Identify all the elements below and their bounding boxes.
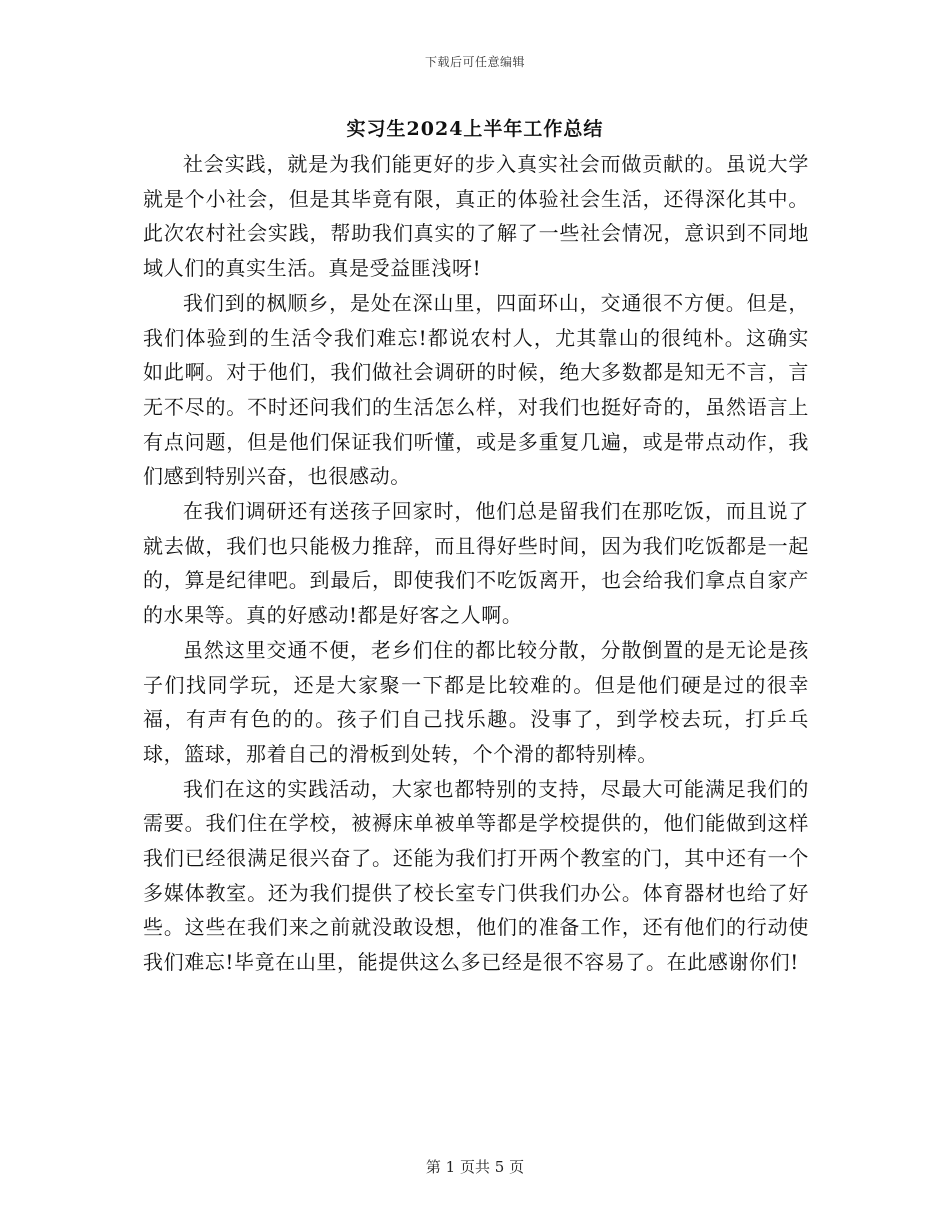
paragraph-4: 虽然这里交通不便，老乡们住的都比较分散，分散倒置的是无论是孩子们找同学玩，还是大家聚一下都是比较难的。但是他们硬是过的很幸福，有声有色的的。孩子们自己找乐趣。没事了，到学校去玩，打乒乓球，篮球，那着自己的滑板到处转，个个滑的都特别棒。 <box>143 637 809 766</box>
paragraph-2: 我们到的枫顺乡，是处在深山里，四面环山，交通很不方便。但是，我们体验到的生活令我们难忘!都说农村人，尤其靠山的很纯朴。这确实如此啊。对于他们，我们做社会调研的时候，绝大多数都是知无不言，言无不尽的。不时还问我们的生活怎么样，对我们也挺好奇的，虽然语言上有点问题，但是他们保证我们听懂，或是多重复几遍，或是带点动作，我们感到特别兴奋，也很感动。 <box>143 290 809 489</box>
paragraph-1: 社会实践，就是为我们能更好的步入真实社会而做贡献的。虽说大学就是个小社会，但是其毕竟有限，真正的体验社会生活，还得深化其中。此次农村社会实践，帮助我们真实的了解了一些社会情况，意识到不同地域人们的真实生活。真是受益匪浅呀! <box>143 152 809 281</box>
document-title: 实习生2024上半年工作总结 <box>346 118 604 140</box>
paragraph-5: 我们在这的实践活动，大家也都特别的支持，尽最大可能满足我们的需要。我们住在学校，被褥床单被单等都是学校提供的，他们能做到这样我们已经很满足很兴奋了。还能为我们打开两个教室的门，其中还有一个多媒体教室。还为我们提供了校长室专门供我们办公。体育器材也给了好些。这些在我们来之前就没敢设想，他们的准备工作，还有他们的行动使我们难忘!毕竟在山里，能提供这么多已经是很不容易了。在此感谢你们! <box>143 776 809 975</box>
paragraph-3: 在我们调研还有送孩子回家时，他们总是留我们在那吃饭，而且说了就去做，我们也只能极力推辞，而且得好些时间，因为我们吃饭都是一起的，算是纪律吧。到最后，即使我们不吃饭离开，也会给我们拿点自家产的水果等。真的好感动!都是好客之人啊。 <box>143 499 809 628</box>
document-body <box>143 147 809 980</box>
header-note: 下载后可任意编辑 <box>424 55 525 69</box>
page-number-footer: 第 1 页共 5 页 <box>425 1158 525 1176</box>
